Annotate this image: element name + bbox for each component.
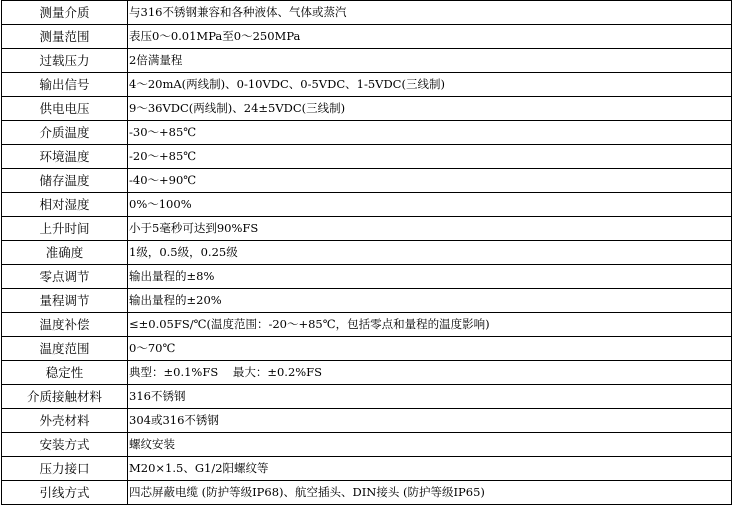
spec-label: 量程调节 xyxy=(2,289,128,313)
spec-row-temperature-range xyxy=(2,337,732,361)
spec-row-output-signal xyxy=(2,73,732,97)
spec-row-housing-material xyxy=(2,409,732,433)
spec-value: 输出量程的±20% xyxy=(128,289,732,313)
spec-label: 环境温度 xyxy=(2,145,128,169)
spec-row-stability xyxy=(2,361,732,385)
spec-value: 316不锈钢 xyxy=(128,385,732,409)
spec-label: 温度范围 xyxy=(2,337,128,361)
spec-value: 螺纹安装 xyxy=(128,433,732,457)
spec-row-supply-voltage xyxy=(2,97,732,121)
spec-value: 四芯屏蔽电缆 (防护等级IP68)、航空插头、DIN接头 (防护等级IP65) xyxy=(128,481,732,505)
spec-label: 零点调节 xyxy=(2,265,128,289)
spec-row-overload-pressure xyxy=(2,49,732,73)
spec-label: 压力接口 xyxy=(2,457,128,481)
spec-label: 稳定性 xyxy=(2,361,128,385)
spec-value: 304或316不锈钢 xyxy=(128,409,732,433)
spec-row-measuring-medium xyxy=(2,1,732,25)
spec-row-wiring-method xyxy=(2,481,732,505)
spec-value: 0～70℃ xyxy=(128,337,732,361)
spec-label: 准确度 xyxy=(2,241,128,265)
spec-row-medium-temperature xyxy=(2,121,732,145)
spec-value: 2倍满量程 xyxy=(128,49,732,73)
spec-label: 相对湿度 xyxy=(2,193,128,217)
spec-value: M20×1.5、G1/2阳螺纹等 xyxy=(128,457,732,481)
spec-value: 表压0～0.01MPa至0～250MPa xyxy=(128,25,732,49)
spec-value: 1级，0.5级，0.25级 xyxy=(128,241,732,265)
spec-row-span-adjustment xyxy=(2,289,732,313)
spec-row-rise-time xyxy=(2,217,732,241)
spec-label: 引线方式 xyxy=(2,481,128,505)
spec-value: -30～+85℃ xyxy=(128,121,732,145)
spec-label: 安装方式 xyxy=(2,433,128,457)
spec-value: -40～+90℃ xyxy=(128,169,732,193)
spec-row-measuring-range xyxy=(2,25,732,49)
spec-value: 与316不锈钢兼容和各种液体、气体或蒸汽 xyxy=(128,1,732,25)
spec-value: -20～+85℃ xyxy=(128,145,732,169)
spec-label: 储存温度 xyxy=(2,169,128,193)
spec-label: 输出信号 xyxy=(2,73,128,97)
spec-row-relative-humidity xyxy=(2,193,732,217)
spec-row-pressure-port xyxy=(2,457,732,481)
spec-value: 4～20mA(两线制)、0-10VDC、0-5VDC、1-5VDC(三线制) xyxy=(128,73,732,97)
spec-row-zero-adjustment xyxy=(2,265,732,289)
spec-value: 小于5毫秒可达到90%FS xyxy=(128,217,732,241)
spec-value: 9～36VDC(两线制)、24±5VDC(三线制) xyxy=(128,97,732,121)
spec-row-temperature-compensation xyxy=(2,313,732,337)
spec-label: 测量介质 xyxy=(2,1,128,25)
spec-row-wetted-material xyxy=(2,385,732,409)
spec-row-ambient-temperature xyxy=(2,145,732,169)
spec-label: 供电电压 xyxy=(2,97,128,121)
spec-table-body xyxy=(2,1,732,505)
spec-label: 介质接触材料 xyxy=(2,385,128,409)
spec-row-accuracy xyxy=(2,241,732,265)
spec-table xyxy=(1,0,732,505)
spec-label: 外壳材料 xyxy=(2,409,128,433)
spec-value: 输出量程的±8% xyxy=(128,265,732,289)
spec-row-storage-temperature xyxy=(2,169,732,193)
spec-label: 介质温度 xyxy=(2,121,128,145)
spec-value: ≤±0.05FS/℃(温度范围：-20～+85℃，包括零点和量程的温度影响) xyxy=(128,313,732,337)
spec-value: 典型：±0.1%FS 最大：±0.2%FS xyxy=(128,361,732,385)
spec-label: 测量范围 xyxy=(2,25,128,49)
spec-label: 过载压力 xyxy=(2,49,128,73)
spec-row-mounting-method xyxy=(2,433,732,457)
spec-value: 0%～100% xyxy=(128,193,732,217)
spec-label: 温度补偿 xyxy=(2,313,128,337)
spec-label: 上升时间 xyxy=(2,217,128,241)
